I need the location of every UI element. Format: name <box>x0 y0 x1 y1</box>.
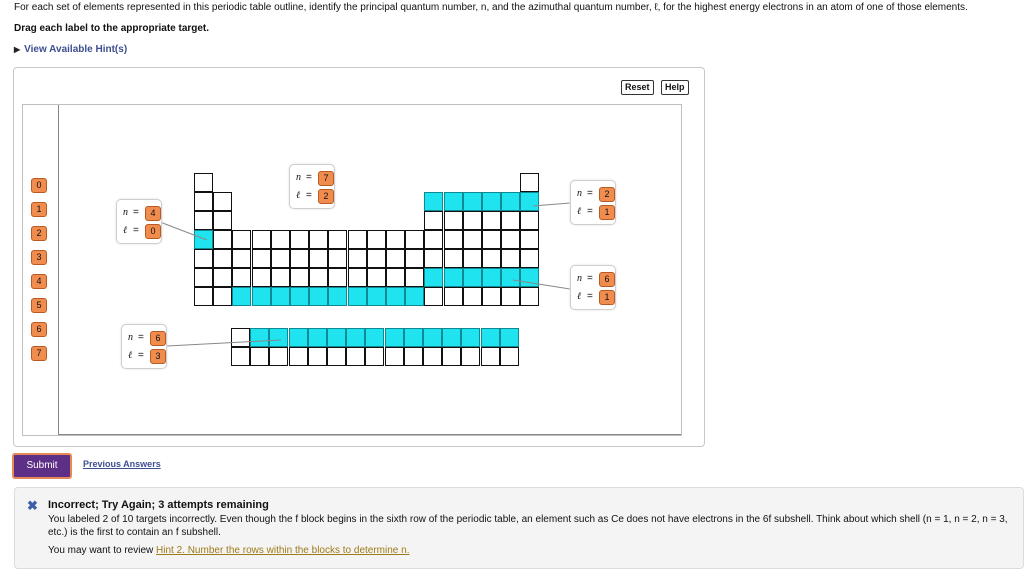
tile-1[interactable]: 1 <box>31 202 47 217</box>
hint-2-link[interactable]: Hint 2. Number the rows within the blocks to determine n. <box>156 545 410 556</box>
review-prefix: You may want to review <box>48 545 154 556</box>
equals-sign: = <box>138 350 144 361</box>
equals-sign: = <box>138 332 144 343</box>
leader-line-p-mid <box>513 280 570 289</box>
view-hints-label: View Available Hint(s) <box>24 44 128 55</box>
answer-label-p-block-top[interactable] <box>570 180 616 225</box>
l-value-tile[interactable]: 1 <box>599 290 615 305</box>
previous-answers-link[interactable]: Previous Answers <box>83 459 161 469</box>
l-symbol: ℓ <box>577 291 582 302</box>
tile-7[interactable]: 7 <box>31 346 47 361</box>
n-value-tile[interactable]: 7 <box>318 171 334 186</box>
leader-line-s <box>160 222 207 240</box>
l-symbol: ℓ <box>577 206 582 217</box>
reset-button[interactable]: Reset <box>621 80 654 95</box>
n-value-tile[interactable]: 6 <box>599 272 615 287</box>
answer-label-p-block-mid[interactable] <box>570 265 616 310</box>
tile-5[interactable]: 5 <box>31 298 47 313</box>
n-value-tile[interactable]: 6 <box>150 331 166 346</box>
tile-6[interactable]: 6 <box>31 322 47 337</box>
question-text: For each set of elements represented in this periodic table outline, identify the principal quantum number, n, and the azimuthal quantum number, ℓ, for the highest energy electrons in an atom of one of those elements. <box>14 2 968 13</box>
instruction-text: Drag each label to the appropriate target. <box>14 23 210 34</box>
n-symbol: n <box>128 332 133 343</box>
l-symbol: ℓ <box>128 350 133 361</box>
tile-3[interactable]: 3 <box>31 250 47 265</box>
n-symbol: n <box>296 172 301 183</box>
feedback-body: You labeled 2 of 10 targets incorrectly. Even though the f block begins in the sixth row of the periodic table, an element such as Ce does not have electrons in the 6f subshell. Think about which shell (n = 1, n = 2, n = 3, etc.) is the first to contain an f subshell. <box>48 514 1008 538</box>
l-value-tile[interactable]: 3 <box>150 349 166 364</box>
l-value-tile[interactable]: 1 <box>599 205 615 220</box>
equals-sign: = <box>133 207 139 218</box>
tile-4[interactable]: 4 <box>31 274 47 289</box>
submit-button[interactable]: Submit <box>12 453 72 479</box>
tile-0[interactable]: 0 <box>31 178 47 193</box>
equals-sign: = <box>133 225 139 236</box>
equals-sign: = <box>306 172 312 183</box>
equals-sign: = <box>306 190 312 201</box>
l-value-tile[interactable]: 2 <box>318 189 334 204</box>
n-symbol: n <box>123 207 128 218</box>
answer-label-f-block[interactable] <box>121 324 167 369</box>
l-symbol: ℓ <box>123 225 128 236</box>
n-symbol: n <box>577 273 582 284</box>
equals-sign: = <box>587 188 593 199</box>
triangle-right-icon: ▶ <box>14 45 21 54</box>
n-value-tile[interactable]: 4 <box>145 206 161 221</box>
n-symbol: n <box>577 188 582 199</box>
answer-label-d-block[interactable] <box>289 164 335 209</box>
incorrect-x-icon: ✖ <box>27 498 38 513</box>
feedback-box <box>14 487 1024 569</box>
l-symbol: ℓ <box>296 190 301 201</box>
leader-line-p-top <box>533 203 570 206</box>
leader-line-f <box>167 340 281 346</box>
feedback-title: Incorrect; Try Again; 3 attempts remaining <box>48 499 269 511</box>
l-value-tile[interactable]: 0 <box>145 224 161 239</box>
help-button[interactable]: Help <box>661 80 689 95</box>
equals-sign: = <box>587 206 593 217</box>
n-value-tile[interactable]: 2 <box>599 187 615 202</box>
answer-label-s-block[interactable] <box>116 199 162 244</box>
tile-2[interactable]: 2 <box>31 226 47 241</box>
equals-sign: = <box>587 291 593 302</box>
equals-sign: = <box>587 273 593 284</box>
feedback-review <box>48 545 409 556</box>
